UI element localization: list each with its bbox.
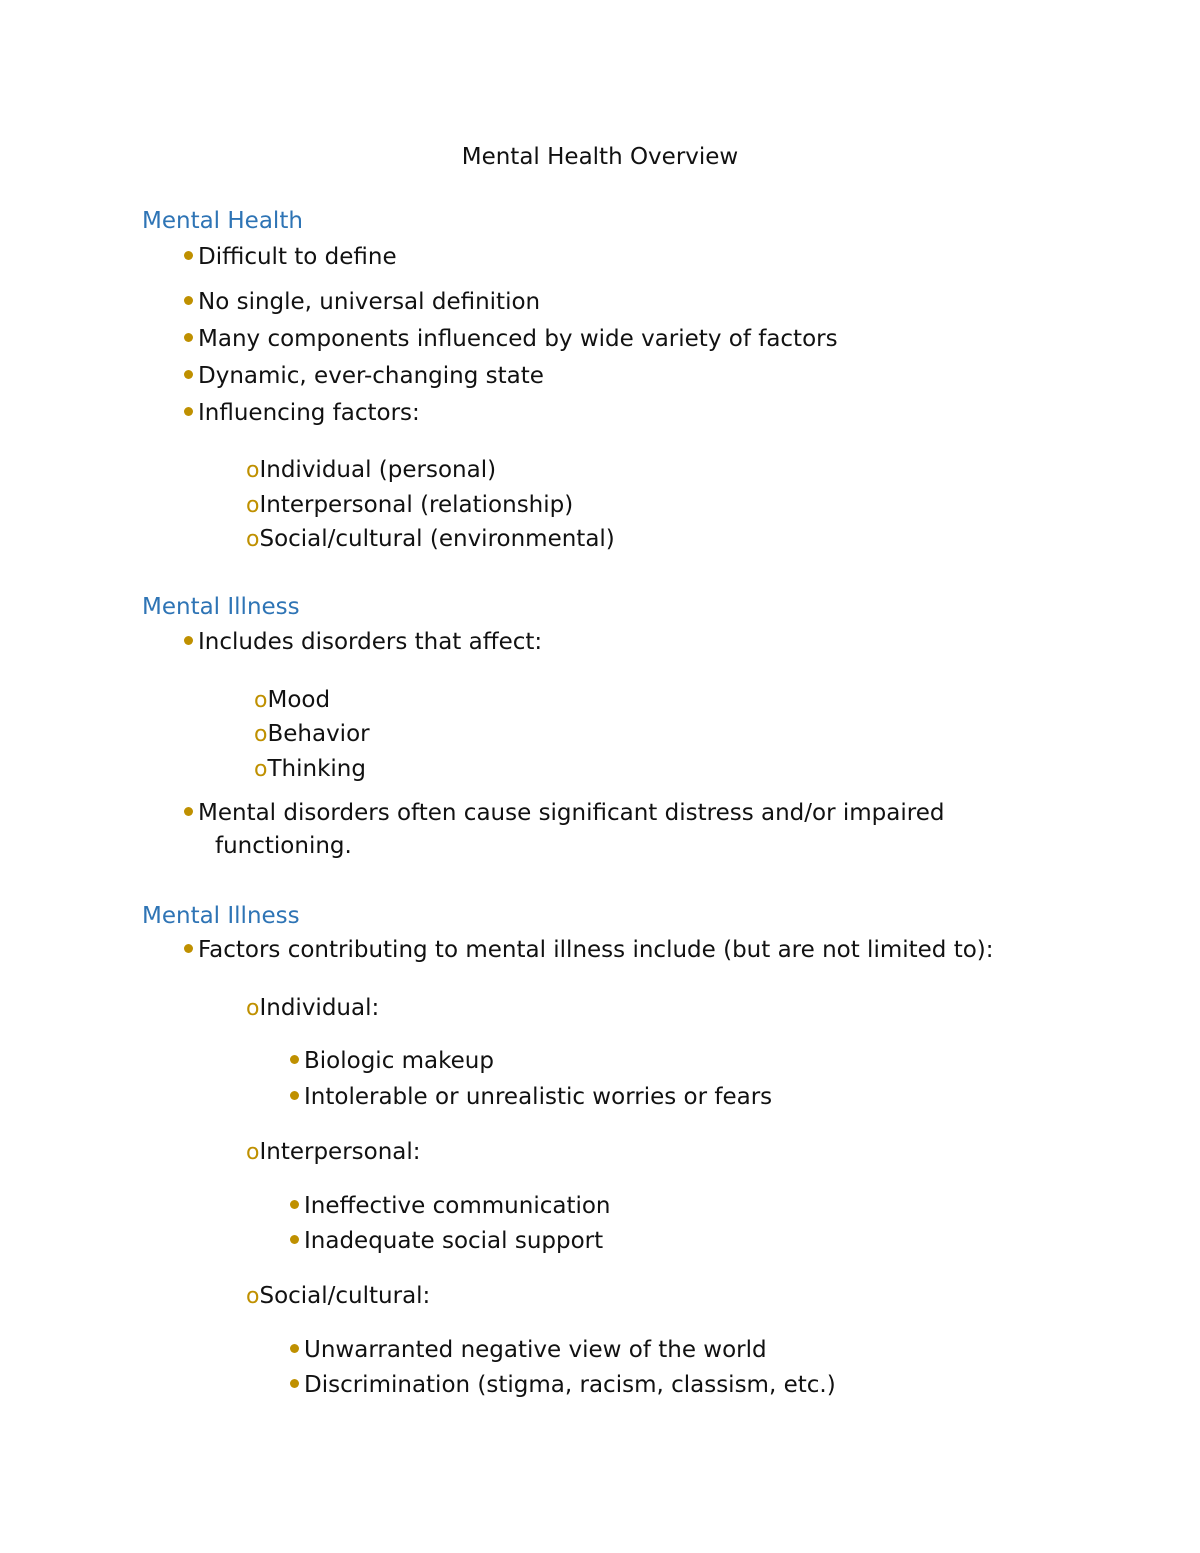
bullet-icon — [290, 1091, 299, 1100]
list-item: Dynamic, ever-changing state — [184, 361, 544, 391]
bullet-icon — [290, 1055, 299, 1064]
bullet-icon — [290, 1200, 299, 1209]
circle-bullet-icon: o — [254, 722, 268, 747]
group-label-social-cultural: oSocial/cultural: — [246, 1283, 431, 1309]
list-item-continuation: functioning. — [215, 833, 352, 859]
circle-bullet-icon: o — [254, 757, 268, 782]
bullet-icon — [184, 296, 193, 305]
list-item: Influencing factors: — [184, 398, 420, 428]
bullet-icon — [184, 636, 193, 645]
list-item: Includes disorders that affect: — [184, 627, 542, 657]
section-heading-mental-illness-factors: Mental Illness — [142, 903, 300, 929]
list-item: Difficult to define — [184, 242, 397, 272]
circle-bullet-icon: o — [246, 493, 260, 518]
nested-list-item: Discrimination (stigma, racism, classism, etc.) — [290, 1370, 836, 1400]
bullet-icon — [290, 1235, 299, 1244]
nested-list-item: Intolerable or unrealistic worries or fears — [290, 1082, 772, 1112]
sub-list-item: oSocial/cultural (environmental) — [246, 526, 615, 552]
circle-bullet-icon: o — [246, 1140, 260, 1165]
bullet-icon — [290, 1379, 299, 1388]
sub-list-item: oBehavior — [254, 721, 370, 747]
nested-list-item: Inadequate social support — [290, 1226, 603, 1256]
group-label-individual: oIndividual: — [246, 995, 380, 1021]
list-item: Factors contributing to mental illness include (but are not limited to): — [184, 935, 994, 965]
bullet-icon — [184, 944, 193, 953]
sub-list-item: oIndividual (personal) — [246, 457, 497, 483]
section-heading-mental-illness: Mental Illness — [142, 594, 300, 620]
section-heading-mental-health: Mental Health — [142, 208, 303, 234]
circle-bullet-icon: o — [246, 458, 260, 483]
circle-bullet-icon: o — [246, 1284, 260, 1309]
sub-list-item: oInterpersonal (relationship) — [246, 492, 574, 518]
circle-bullet-icon: o — [246, 996, 260, 1021]
page-title: Mental Health Overview — [461, 144, 739, 170]
sub-list-item: oMood — [254, 687, 331, 713]
circle-bullet-icon: o — [254, 688, 268, 713]
group-label-interpersonal: oInterpersonal: — [246, 1139, 421, 1165]
nested-list-item: Biologic makeup — [290, 1046, 494, 1076]
bullet-icon — [184, 333, 193, 342]
list-item: No single, universal definition — [184, 287, 540, 317]
sub-list-item: oThinking — [254, 756, 366, 782]
bullet-icon — [184, 370, 193, 379]
bullet-icon — [184, 807, 193, 816]
list-item: Mental disorders often cause significant distress and/or impaired — [184, 798, 944, 828]
nested-list-item: Unwarranted negative view of the world — [290, 1335, 767, 1365]
nested-list-item: Ineffective communication — [290, 1191, 611, 1221]
bullet-icon — [290, 1344, 299, 1353]
bullet-icon — [184, 251, 193, 260]
bullet-icon — [184, 407, 193, 416]
circle-bullet-icon: o — [246, 527, 260, 552]
list-item: Many components influenced by wide variety of factors — [184, 324, 838, 354]
